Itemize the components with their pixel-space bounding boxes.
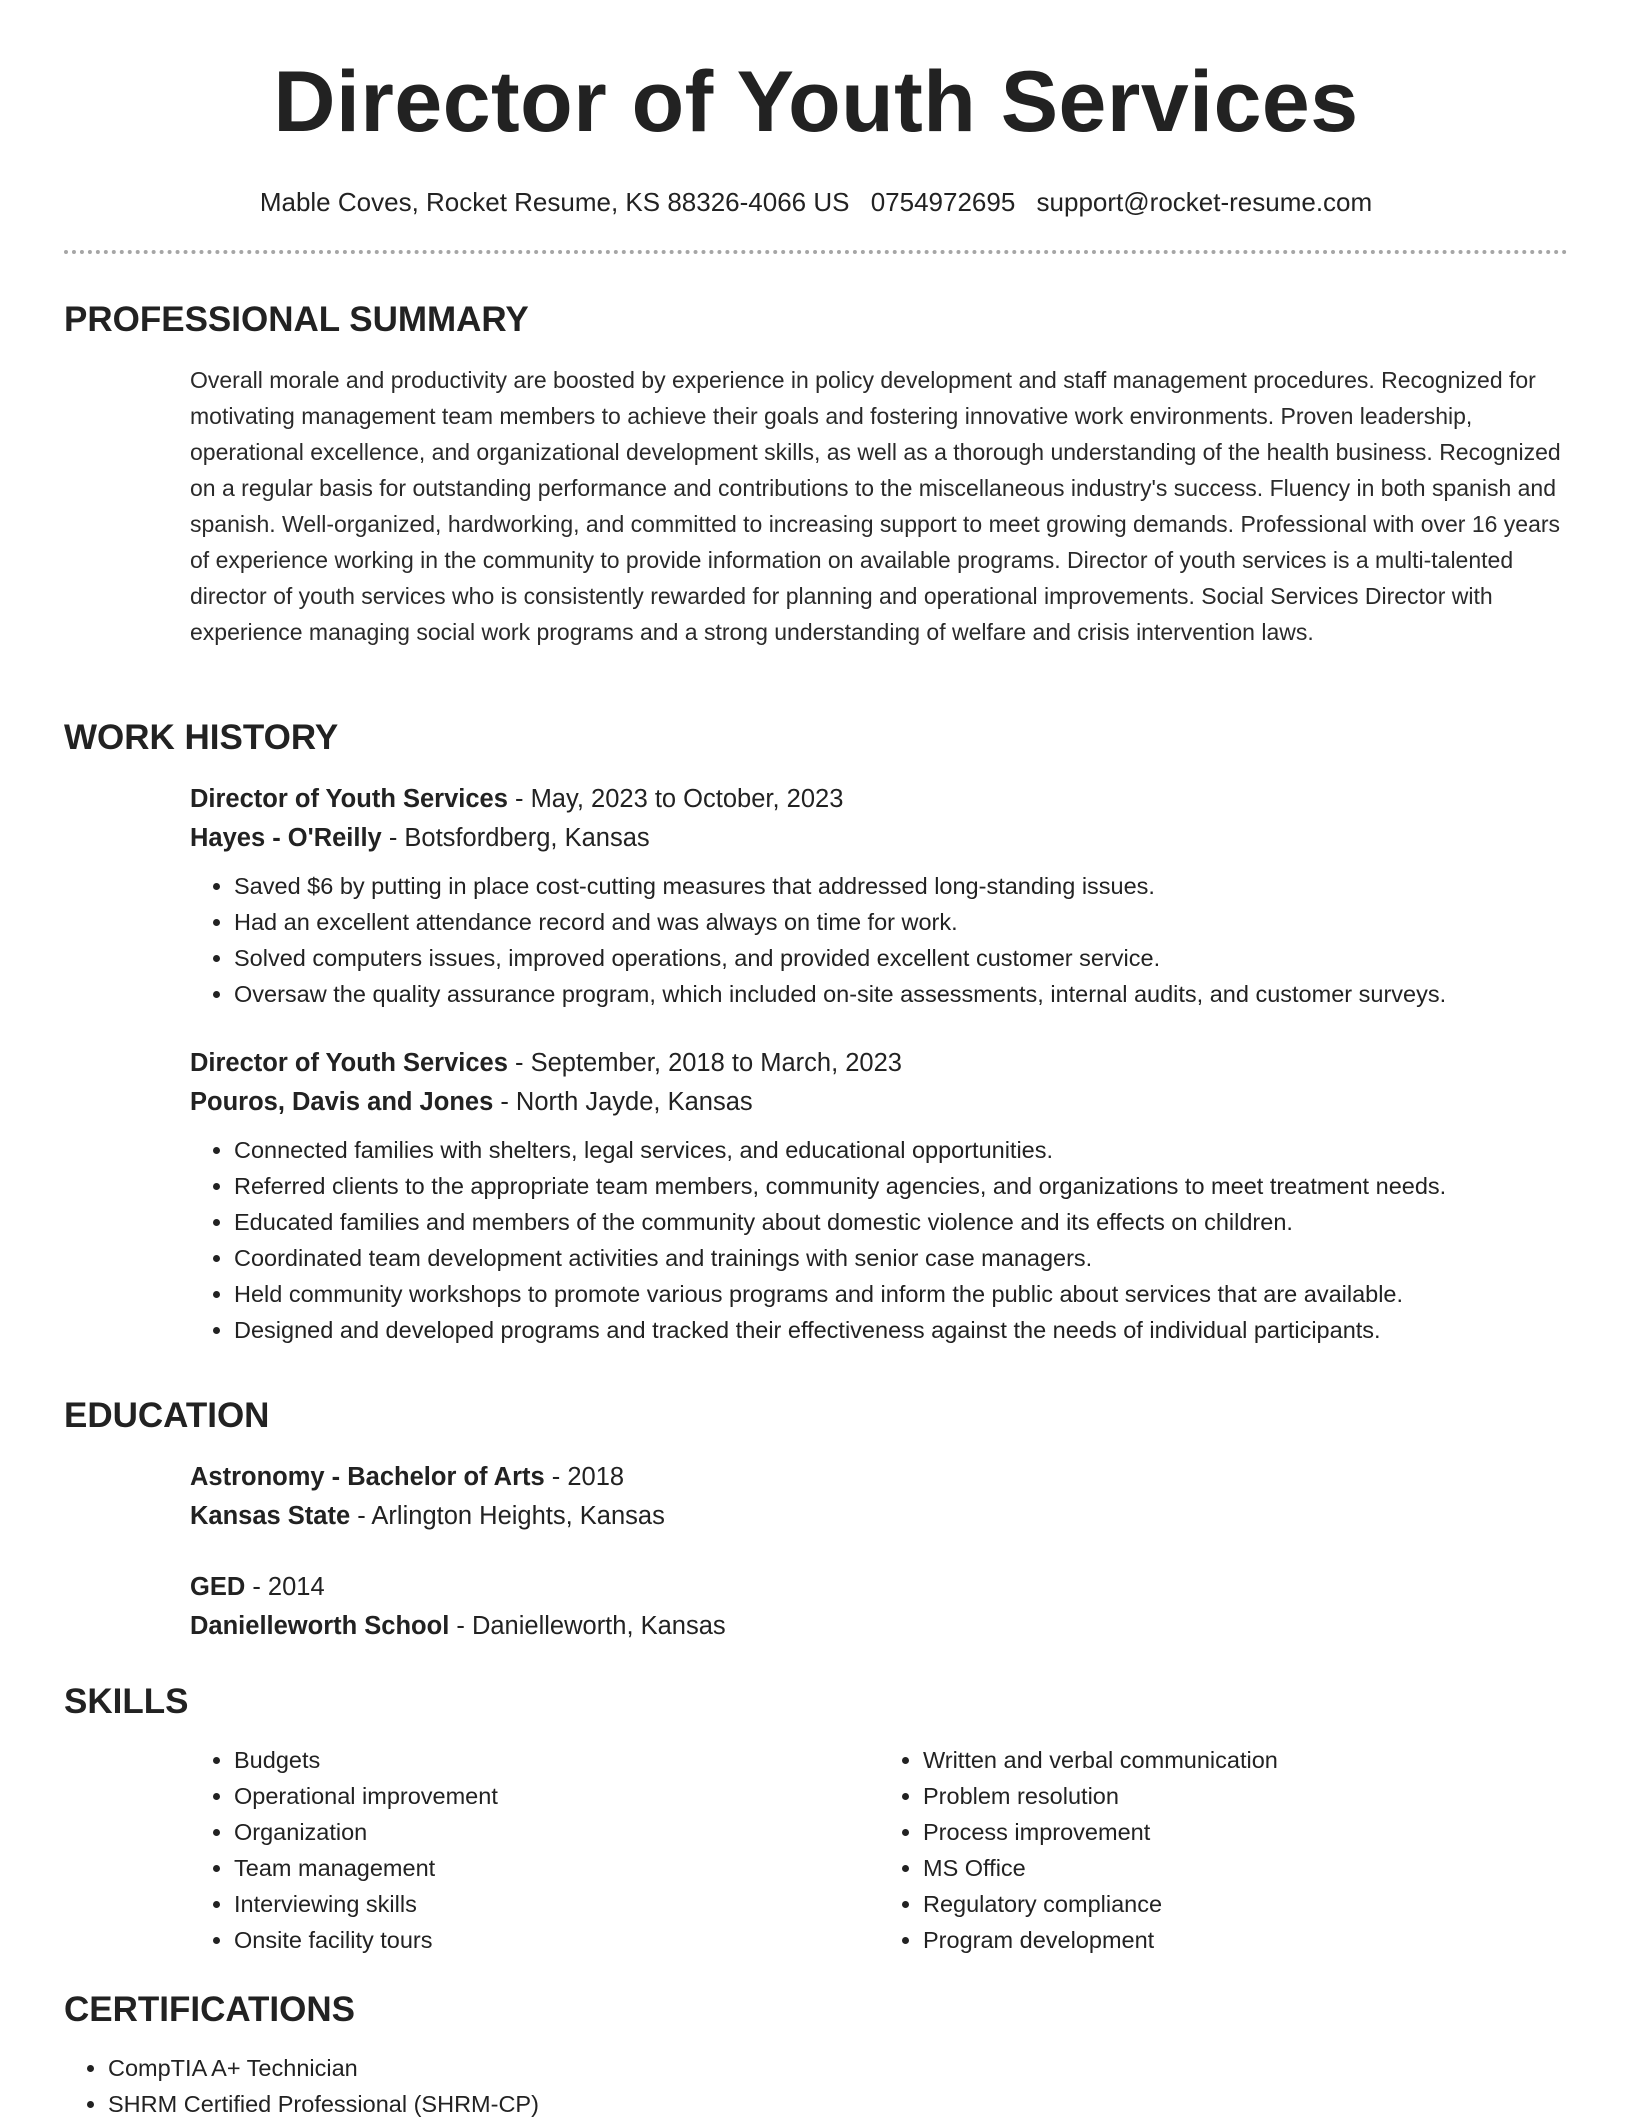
job-bullets (190, 868, 1568, 1012)
list-item: • Process improvement (923, 1814, 1568, 1850)
list-item: • Educated families and members of the community about domestic violence and its effects on children. (234, 1204, 1568, 1240)
job-title-line (190, 780, 1568, 819)
skills-section (64, 1680, 1568, 1958)
list-item: • Designed and developed programs and tracked their effectiveness against the needs of individual participants. (234, 1312, 1568, 1348)
list-item: • SHRM Certified Professional (SHRM-CP) (108, 2086, 1568, 2122)
job-entry (190, 1044, 1568, 1348)
list-item: • Budgets (234, 1742, 879, 1778)
job-entry (190, 780, 1568, 1012)
skills-columns (190, 1742, 1568, 1958)
list-item: • Organization (234, 1814, 879, 1850)
job-dates: - September, 2018 to March, 2023 (507, 1049, 902, 1077)
degree-line (190, 1568, 1568, 1607)
list-item: • Interviewing skills (234, 1886, 879, 1922)
certifications-list (64, 2050, 1568, 2122)
certifications-section (64, 1988, 1568, 2122)
list-item: • Team management (234, 1850, 879, 1886)
skills-list-left (190, 1742, 879, 1958)
list-item: • Solved computers issues, improved operations, and provided excellent customer service. (234, 940, 1568, 976)
list-item: • Operational improvement (234, 1778, 879, 1814)
contact-email: support@rocket-resume.com (1036, 187, 1373, 217)
degree-line (190, 1458, 1568, 1497)
job-title: Director of Youth Services (190, 1049, 508, 1077)
job-company: Hayes - O'Reilly (190, 824, 382, 852)
skills-list-right (879, 1742, 1568, 1958)
list-item: • Onsite facility tours (234, 1922, 879, 1958)
job-title: Director of Youth Services (190, 785, 508, 813)
education-entry (190, 1568, 1568, 1646)
work-history-heading: WORK HISTORY (64, 718, 339, 757)
list-item: • Saved $6 by putting in place cost-cutting measures that addressed long-standing issues. (234, 868, 1568, 904)
summary-section (64, 298, 1568, 650)
list-item: • CompTIA A+ Technician (108, 2050, 1568, 2086)
certifications-heading: CERTIFICATIONS (64, 1990, 356, 2029)
list-item: • Had an excellent attendance record and was always on time for work. (234, 904, 1568, 940)
school-location: - Danielleworth, Kansas (449, 1612, 726, 1640)
list-item: • Problem resolution (923, 1778, 1568, 1814)
degree: Astronomy - Bachelor of Arts (190, 1463, 545, 1491)
summary-heading: PROFESSIONAL SUMMARY (64, 300, 529, 339)
job-company-line (190, 1083, 1568, 1122)
list-item: • MS Office (923, 1850, 1568, 1886)
list-item: • Oversaw the quality assurance program, which included on-site assessments, internal audits, and customer surveys. (234, 976, 1568, 1012)
list-item: • Program development (923, 1922, 1568, 1958)
education-heading: EDUCATION (64, 1396, 270, 1435)
job-company-line (190, 819, 1568, 858)
list-item: • Referred clients to the appropriate team members, community agencies, and organizations to meet treatment needs. (234, 1168, 1568, 1204)
list-item: • Coordinated team development activities and trainings with senior case managers. (234, 1240, 1568, 1276)
work-history-section (64, 716, 1568, 1348)
contact-phone: 0754972695 (870, 187, 1016, 217)
job-bullets (190, 1132, 1568, 1348)
job-location: - North Jayde, Kansas (493, 1088, 753, 1116)
job-location: - Botsfordberg, Kansas (381, 824, 650, 852)
school-location: - Arlington Heights, Kansas (350, 1502, 665, 1530)
job-company: Pouros, Davis and Jones (190, 1088, 494, 1116)
school-line (190, 1497, 1568, 1536)
list-item: • Connected families with shelters, legal services, and educational opportunities. (234, 1132, 1568, 1168)
list-item: • Regulatory compliance (923, 1886, 1568, 1922)
job-dates: - May, 2023 to October, 2023 (507, 785, 844, 813)
school: Danielleworth School (190, 1612, 450, 1640)
list-item: • Written and verbal communication (923, 1742, 1568, 1778)
summary-text: Overall morale and productivity are boosted by experience in policy development and staff management procedures. Recognized for motivating management team members to achieve their goals and fostering innovative work environments. Proven leadership, operational excellence, and organizational development skills, as well as a thorough understanding of the health business. Recognized on a regular basis for outstanding performance and contributions to the miscellaneous industry's success. Fluency in both spanish and spanish. Well-organized, hardworking, and committed to increasing support to meet growing demands. Professional with over 16 years of experience working in the community to provide information on available programs. Director of youth services is a multi-talented director of youth services who is consistently rewarded for planning and operational improvements. Social Services Director with experience managing social work programs and a strong understanding of welfare and crisis intervention laws. (190, 367, 1561, 645)
school: Kansas State (190, 1502, 351, 1530)
job-title-line (190, 1044, 1568, 1083)
resume-name: Director of Youth Services (273, 54, 1359, 150)
education-entry (190, 1458, 1568, 1536)
school-line (190, 1607, 1568, 1646)
degree: GED (190, 1573, 246, 1601)
skills-heading: SKILLS (64, 1682, 189, 1721)
header-divider (64, 250, 1568, 254)
contact-address: Mable Coves, Rocket Resume, KS 88326-4066 US (259, 187, 850, 217)
list-item: • Held community workshops to promote various programs and inform the public about services that are available. (234, 1276, 1568, 1312)
contact-line (0, 186, 1632, 218)
degree-year: - 2014 (245, 1573, 325, 1601)
degree-year: - 2018 (544, 1463, 625, 1491)
education-section (64, 1394, 1568, 1646)
